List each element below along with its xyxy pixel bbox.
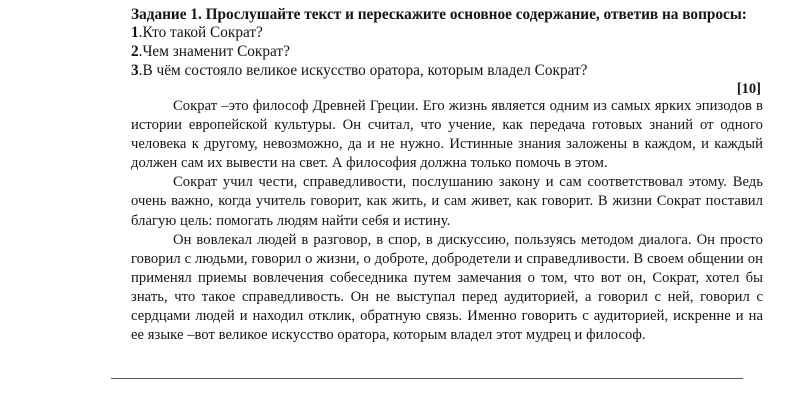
question-1 — [131, 23, 763, 42]
paragraph-2: Сократ учил чести, справедливости, послушанию закону и сам соответствовал этому. Ведь очень важно, когда учитель говорит, как жить, и сам живет, как говорит. В жизни Сократ поставил благую цель: помогать людям найти себя и истину. — [131, 174, 763, 229]
document-page — [131, 6, 763, 345]
question-1-text: .Кто такой Сократ? — [138, 24, 263, 41]
question-2-number: 2 — [131, 43, 139, 60]
question-1-number: 1 — [131, 24, 139, 41]
task-title: Задание 1. Прослушайте текст и перескажите основное содержание, ответив на вопросы: — [131, 6, 747, 23]
question-3 — [131, 61, 763, 80]
bottom-divider — [111, 378, 743, 379]
paragraph-1: Сократ –это философ Древней Греции. Его жизнь является одним из самых ярких эпизодов в истории европейской культуры. Он считал, что учение, как передача готовых знаний от одного человека к другому, невозможно, да и не нужно. Истинные знания заложены в каждом, и каждый должен сам их вывести на свет. А философия должна только помочь в этом. — [131, 98, 763, 172]
score-label: [10] — [736, 81, 761, 97]
question-2-text: .Чем знаменит Сократ? — [138, 43, 290, 60]
question-3-number: 3 — [131, 62, 139, 79]
question-2 — [131, 42, 763, 61]
question-3-text: .В чём состояло великое искусство оратора, которым владел Сократ? — [138, 62, 588, 79]
paragraph-3: Он вовлекал людей в разговор, в спор, в дискуссию, пользуясь методом диалога. Он просто говорил с людьми, говорил о жизни, о доброте, добродетели и справедливости. В своем общении он применял приемы вовлечения собеседника путем замечания о том, что вот он, Сократ, хотел бы знать, что такое справедливость. Он не выступал перед аудиторией, а говорил с ней, говорил с сердцами людей и находил отклик, обратную связь. Именно говорить с аудиторией, искренне и на ее языке –вот великое искусство оратора, которым владел этот мудрец и философ. — [131, 231, 763, 344]
